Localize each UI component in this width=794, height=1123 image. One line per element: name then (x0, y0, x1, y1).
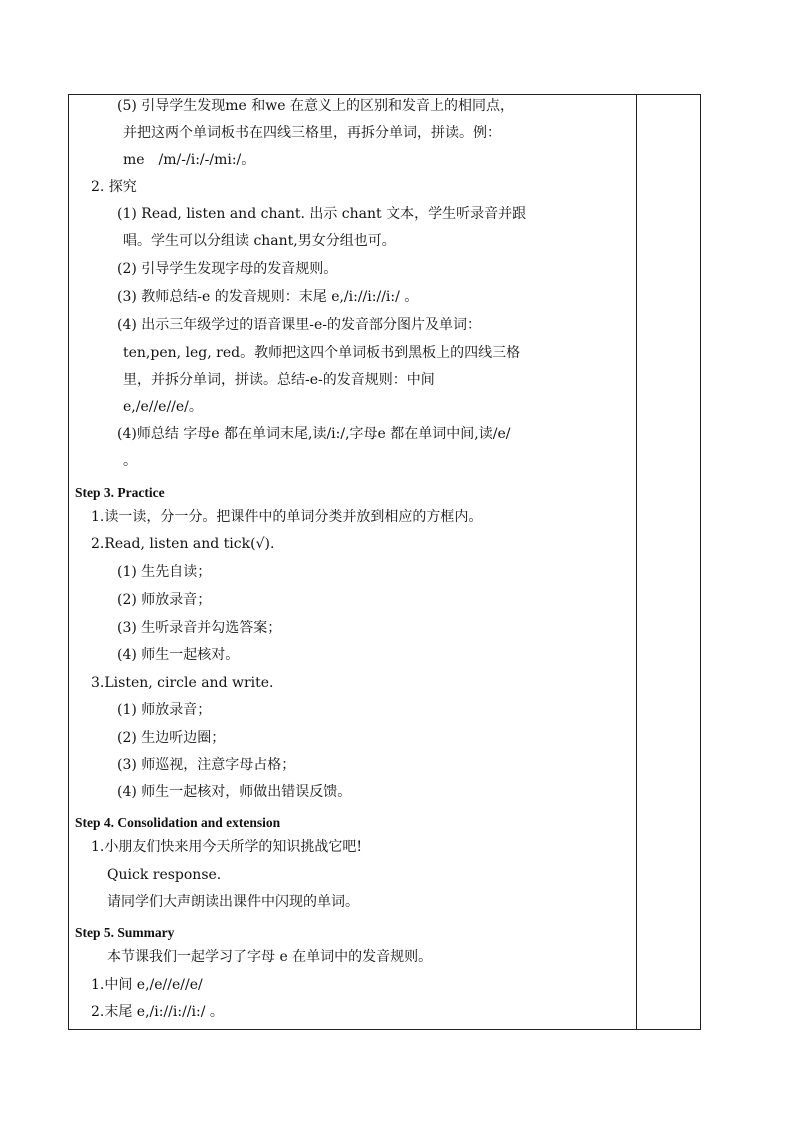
text-line: 3.Listen, circle and write. (91, 675, 274, 691)
text-line: 。 (123, 453, 137, 469)
text-line: (3) 教师总结-e 的发音规则：末尾 e,/i://i://i:/ 。 (117, 289, 419, 305)
text-line: 请同学们大声朗读出课件中闪现的单词。 (107, 894, 359, 910)
text-line: 1.读一读，分一分。把课件中的单词分类并放到相应的方框内。 (91, 509, 483, 525)
text-line: (2) 师放录音； (117, 592, 212, 608)
text-line: (5) 引导学生发现me 和we 在意义上的区别和发音上的相同点， (117, 98, 515, 114)
text-line: 并把这两个单词板书在四线三格里，再拆分单词，拼读。例： (123, 125, 501, 141)
text-line: 2.末尾 e,/i://i://i:/ 。 (91, 1004, 224, 1020)
text-line: (3) 师巡视，注意字母占格； (117, 757, 296, 773)
section-heading: Step 3. Practice (75, 485, 165, 500)
text-line: (4)师总结 字母e 都在单词末尾,读/i:/,字母e 都在单词中间,读/e/ (117, 426, 511, 442)
text-line: 2.Read, listen and tick(√). (91, 536, 275, 552)
lesson-table (68, 94, 701, 1030)
text-line: (4) 师生一起核对，师做出错误反馈。 (117, 784, 352, 800)
text-line: (2) 生边听边圈； (117, 730, 226, 746)
text-line: ten,pen, leg, red。教师把这四个单词板书到黑板上的四线三格 (123, 345, 521, 361)
text-line: Quick response. (107, 867, 222, 883)
column-divider (636, 95, 637, 1029)
text-line: (3) 生听录音并勾选答案； (117, 620, 282, 636)
text-line: 里，并拆分单词，拼读。总结-e-的发音规则：中间 (123, 372, 435, 388)
text-line: (2) 引导学生发现字母的发音规则。 (117, 261, 338, 277)
text-line: (4) 师生一起核对。 (117, 647, 240, 663)
text-line: 1.小朋友们快来用今天所学的知识挑战它吧! (91, 839, 362, 855)
section-heading: Step 5. Summary (75, 925, 175, 940)
text-line: 唱。学生可以分组读 chant,男女分组也可。 (123, 233, 396, 249)
text-line: (1) 师放录音； (117, 702, 212, 718)
text-line: e,/e//e//e/。 (123, 399, 203, 415)
text-line: 本节课我们一起学习了字母 e 在单词中的发音规则。 (107, 949, 433, 965)
text-line: (4) 出示三年级学过的语音课里-e-的发音部分图片及单词： (117, 317, 482, 333)
text-line: 1.中间 e,/e//e//e/ (91, 977, 203, 993)
text-line: (1) Read, listen and chant. 出示 chant 文本，学生听录音并跟 (117, 206, 527, 222)
text-line: 2. 探究 (91, 179, 137, 195)
section-heading: Step 4. Consolidation and extension (75, 815, 281, 830)
text-line: (1) 生先自读； (117, 564, 212, 580)
text-line: me /m/-/i:/-/mi:/。 (123, 152, 256, 168)
